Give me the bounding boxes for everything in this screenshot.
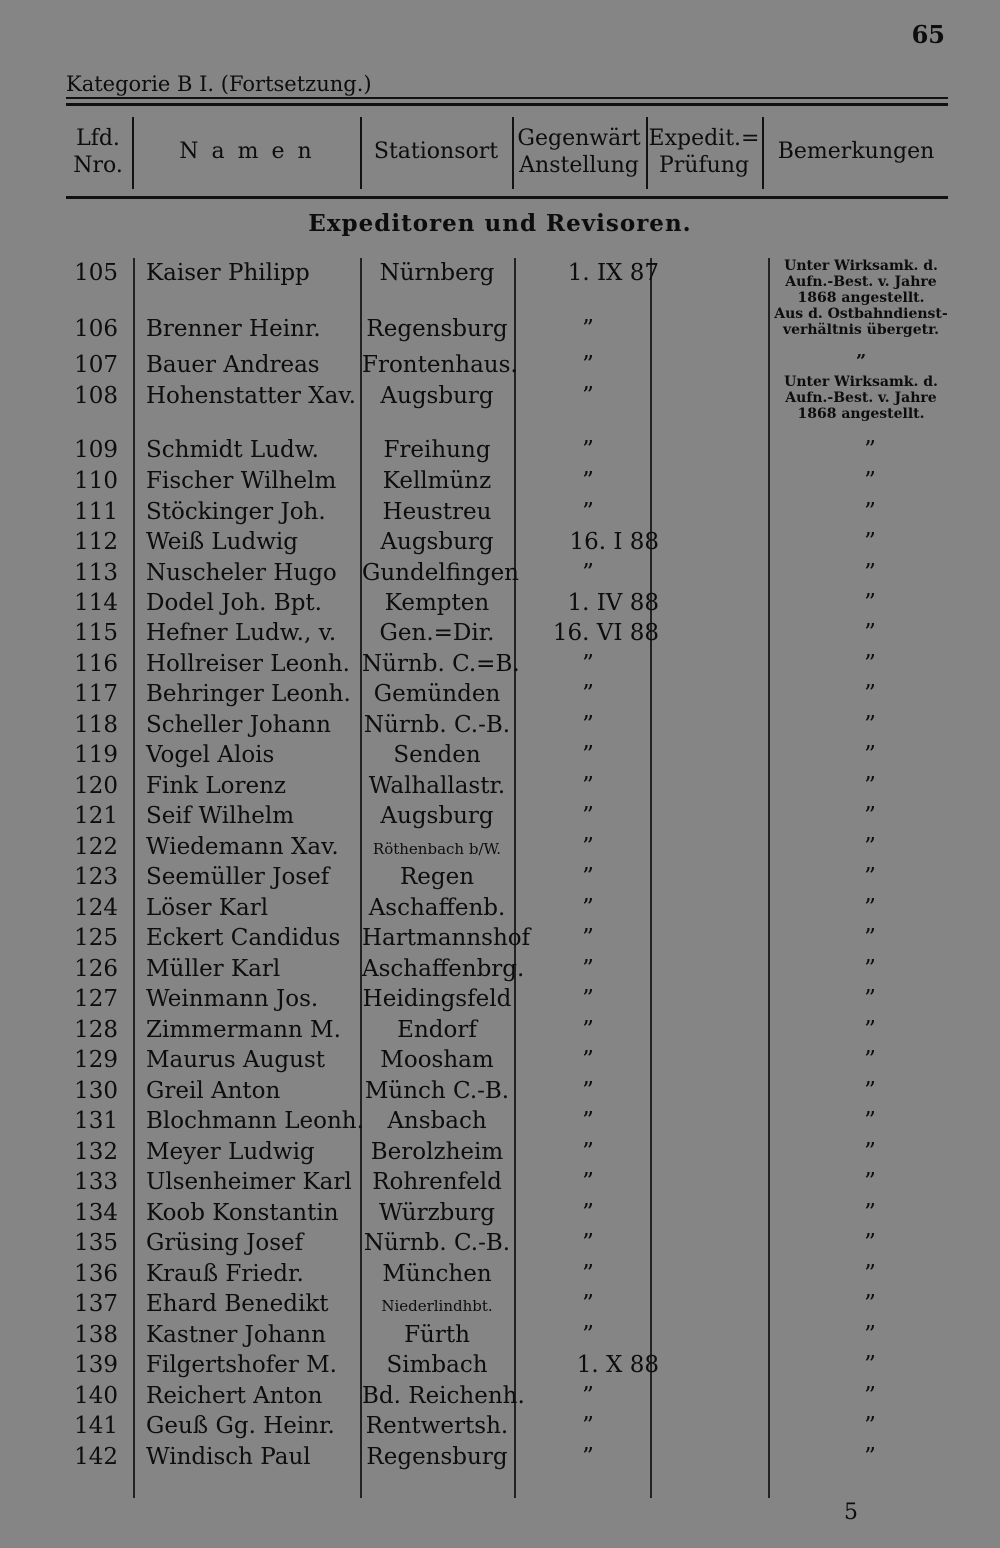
table-row — [0, 834, 1000, 865]
entry-name: Fink Lorenz — [146, 773, 287, 799]
entry-remark: ” — [864, 1169, 876, 1195]
table-row — [0, 316, 1000, 347]
entry-appointment: ” — [582, 712, 594, 738]
table-row — [0, 895, 1000, 926]
entry-number: 106 — [74, 316, 118, 342]
entry-appointment: ” — [582, 383, 594, 409]
entry-remark: ” — [864, 1017, 876, 1043]
entry-station: Fürth — [404, 1322, 470, 1348]
entry-station: München — [382, 1261, 492, 1287]
entry-name: Ehard Benedikt — [146, 1291, 329, 1317]
entry-remark: ” — [864, 1322, 876, 1348]
entry-number: 125 — [74, 925, 118, 951]
entry-number: 140 — [74, 1383, 118, 1409]
entry-number: 122 — [74, 834, 118, 860]
entry-name: Meyer Ludwig — [146, 1139, 315, 1165]
entry-remark: ” — [864, 1230, 876, 1256]
entry-number: 115 — [74, 620, 118, 646]
entry-remark: ” — [864, 651, 876, 677]
entry-remark: ” — [864, 956, 876, 982]
entry-number: 128 — [74, 1017, 118, 1043]
entry-name: Koob Konstantin — [146, 1200, 339, 1226]
table-row — [0, 1383, 1000, 1414]
table-row — [0, 986, 1000, 1017]
header-nr-line2: Nro. — [73, 153, 123, 178]
entry-remark: ” — [864, 773, 876, 799]
entry-name: Krauß Friedr. — [146, 1261, 304, 1287]
entry-number: 117 — [74, 681, 118, 707]
entry-appointment: ” — [582, 1291, 594, 1317]
entry-appointment: ” — [582, 681, 594, 707]
entry-appointment: ” — [582, 1169, 594, 1195]
category-heading: Kategorie B I. (Fortsetzung.) — [66, 72, 372, 96]
entry-name: Maurus August — [146, 1047, 326, 1073]
entry-name: Vogel Alois — [146, 742, 275, 768]
entry-station: Kellmünz — [382, 468, 492, 494]
entry-station: Rentwertsh. — [365, 1413, 509, 1439]
entry-remark: ” — [864, 560, 876, 586]
entry-remark: ” — [864, 834, 876, 860]
table-row — [0, 1078, 1000, 1109]
entry-appointment: ” — [582, 1383, 594, 1409]
entry-name: Hohenstatter Xav. — [146, 383, 356, 409]
table-row — [0, 1200, 1000, 1231]
table-row — [0, 925, 1000, 956]
entry-number: 141 — [74, 1413, 118, 1439]
top-rule — [66, 97, 948, 99]
entry-name: Weiß Ludwig — [146, 529, 298, 555]
entry-remark: ” — [864, 1444, 876, 1470]
entry-name: Kastner Johann — [146, 1322, 326, 1348]
entry-number: 132 — [74, 1139, 118, 1165]
header-nr-line1: Lfd. — [76, 125, 120, 151]
entry-appointment: ” — [582, 742, 594, 768]
table-row — [0, 1047, 1000, 1078]
page-number: 65 — [911, 20, 945, 49]
entry-number: 107 — [74, 352, 118, 378]
entry-station: Freihung — [383, 437, 491, 463]
entry-station: Gemünden — [373, 681, 501, 707]
entry-name: Blochmann Leonh. — [146, 1108, 364, 1134]
table-row — [0, 1230, 1000, 1261]
entry-appointment: ” — [582, 352, 594, 378]
entry-appointment: ” — [582, 864, 594, 890]
entry-station: Regensburg — [366, 1444, 508, 1470]
entry-remark: ” — [864, 742, 876, 768]
table-row — [0, 1017, 1000, 1048]
entry-number: 130 — [74, 1078, 118, 1104]
entry-station: Gundelfingen — [362, 560, 519, 586]
entry-station: Regen — [399, 864, 475, 890]
table-header — [66, 113, 948, 191]
entry-appointment: 1. IV 88 — [567, 590, 659, 616]
entry-number: 105 — [74, 260, 118, 286]
entry-number: 112 — [74, 529, 118, 555]
entry-station: Niederlindhbt. — [381, 1297, 493, 1315]
table-row — [0, 529, 1000, 560]
entry-remark: ” — [864, 1047, 876, 1073]
entry-name: Dodel Joh. Bpt. — [146, 590, 322, 616]
entry-station: Rohrenfeld — [372, 1169, 502, 1195]
entry-number: 114 — [74, 590, 118, 616]
entry-name: Reichert Anton — [146, 1383, 323, 1409]
entry-number: 113 — [74, 560, 118, 586]
entry-appointment: ” — [582, 773, 594, 799]
entry-appointment: ” — [582, 560, 594, 586]
table-row — [0, 742, 1000, 773]
table-row — [0, 383, 1000, 414]
entry-appointment: ” — [582, 499, 594, 525]
table-row — [0, 956, 1000, 987]
header-nr — [66, 113, 130, 191]
entry-remark: ” — [864, 1413, 876, 1439]
entry-remark: ” — [864, 895, 876, 921]
entry-station: Kempten — [384, 590, 490, 616]
entry-station: Münch C.-B. — [364, 1078, 510, 1104]
entry-remark: ” — [864, 925, 876, 951]
entry-number: 131 — [74, 1108, 118, 1134]
entry-appointment: 1. IX 87 — [567, 260, 659, 286]
entry-number: 138 — [74, 1322, 118, 1348]
header-remarks: Bemerkungen — [777, 139, 935, 165]
entry-number: 127 — [74, 986, 118, 1012]
entry-name: Geuß Gg. Heinr. — [146, 1413, 335, 1439]
entry-station: Aschaffenbrg. — [362, 956, 525, 982]
entry-appointment: ” — [582, 1230, 594, 1256]
entry-appointment: ” — [582, 925, 594, 951]
entry-name: Bauer Andreas — [146, 352, 320, 378]
entry-appointment: ” — [582, 1139, 594, 1165]
table-row — [0, 1444, 1000, 1475]
entry-station: Bd. Reichenh. — [362, 1383, 525, 1409]
entry-appointment: ” — [582, 1413, 594, 1439]
entry-station: Moosham — [380, 1047, 494, 1073]
entry-station: Augsburg — [380, 529, 494, 555]
entry-number: 118 — [74, 712, 118, 738]
table-row — [0, 1108, 1000, 1139]
entry-name: Schmidt Ludw. — [146, 437, 319, 463]
entry-number: 129 — [74, 1047, 118, 1073]
header-exam-line1: Expedit.= — [648, 125, 760, 151]
table-row — [0, 590, 1000, 621]
entry-appointment: ” — [582, 1444, 594, 1470]
table-row — [0, 773, 1000, 804]
entry-number: 108 — [74, 383, 118, 409]
header-appointment-line2: Anstellung — [519, 153, 639, 178]
entry-station: Regensburg — [366, 316, 508, 342]
entry-station: Würzburg — [379, 1200, 495, 1226]
entry-appointment: ” — [582, 834, 594, 860]
entry-number: 137 — [74, 1291, 118, 1317]
signature-number: 5 — [844, 1500, 858, 1525]
entry-remark: ” — [864, 620, 876, 646]
entry-number: 111 — [74, 499, 118, 525]
entry-name: Scheller Johann — [146, 712, 331, 738]
entry-station: Augsburg — [380, 383, 494, 409]
entry-appointment: ” — [582, 1047, 594, 1073]
entry-remark: ” — [864, 1383, 876, 1409]
header-exam-line2: Prüfung — [658, 153, 750, 178]
table-row — [0, 560, 1000, 591]
entry-number: 133 — [74, 1169, 118, 1195]
entry-name: Seif Wilhelm — [146, 803, 295, 829]
table-row — [0, 681, 1000, 712]
entry-station: Nürnb. C.=B. — [362, 651, 520, 677]
entry-name: Windisch Paul — [146, 1444, 311, 1470]
header-rule — [66, 196, 948, 199]
table-row — [0, 864, 1000, 895]
table-row — [0, 712, 1000, 743]
entry-name: Nuscheler Hugo — [146, 560, 337, 586]
entry-name: Wiedemann Xav. — [146, 834, 339, 860]
table-row — [0, 1169, 1000, 1200]
entry-number: 135 — [74, 1230, 118, 1256]
entry-appointment: ” — [582, 1261, 594, 1287]
entry-number: 110 — [74, 468, 118, 494]
entry-name: Greil Anton — [146, 1078, 281, 1104]
entry-station: Berolzheim — [370, 1139, 504, 1165]
entry-remark: ” — [864, 864, 876, 890]
table-row — [0, 1139, 1000, 1170]
section-title: Expeditoren und Revisoren. — [308, 210, 692, 237]
entry-appointment: ” — [582, 803, 594, 829]
entry-appointment: ” — [582, 1322, 594, 1348]
entry-remark: ” — [864, 681, 876, 707]
table-row — [0, 260, 1000, 291]
entry-remark: ” — [864, 499, 876, 525]
entry-name: Behringer Leonh. — [146, 681, 351, 707]
entry-number: 109 — [74, 437, 118, 463]
entry-number: 119 — [74, 742, 118, 768]
table-row — [0, 499, 1000, 530]
entry-station: Walhallastr. — [368, 773, 506, 799]
entry-name: Eckert Candidus — [146, 925, 341, 951]
entry-station: Nürnberg — [379, 260, 495, 286]
entry-remark: ” — [864, 468, 876, 494]
entry-number: 136 — [74, 1261, 118, 1287]
entry-name: Hefner Ludw., v. — [146, 620, 337, 646]
entry-name: Seemüller Josef — [146, 864, 330, 890]
entry-appointment: ” — [582, 1108, 594, 1134]
entry-station: Frontenhaus. — [362, 352, 518, 378]
entry-number: 126 — [74, 956, 118, 982]
entry-appointment: 16. I 88 — [569, 529, 659, 555]
table-row — [0, 803, 1000, 834]
entry-remark: ” — [864, 986, 876, 1012]
entry-appointment: ” — [582, 1200, 594, 1226]
entry-station: Endorf — [397, 1017, 477, 1043]
entry-appointment: ” — [582, 651, 594, 677]
table-row — [0, 437, 1000, 468]
entry-station: Gen.=Dir. — [379, 620, 495, 646]
entry-name: Löser Karl — [146, 895, 269, 921]
table-row — [0, 1322, 1000, 1353]
entry-remark: ” — [864, 1078, 876, 1104]
entry-appointment: ” — [582, 316, 594, 342]
entry-appointment: ” — [582, 437, 594, 463]
entry-station: Augsburg — [380, 803, 494, 829]
entry-remark: ” — [864, 529, 876, 555]
entry-remark: ” — [864, 712, 876, 738]
entry-name: Grüsing Josef — [146, 1230, 304, 1256]
remark-note: Aus d. Ostbahndienst-verhältnis übergetr. — [774, 306, 948, 338]
entry-station: Ansbach — [387, 1108, 487, 1134]
entry-station: Hartmannshof — [362, 925, 531, 951]
header-appointment — [514, 113, 644, 191]
entry-remark: ” — [864, 590, 876, 616]
entry-station: Röthenbach b/W. — [372, 840, 502, 858]
entry-number: 116 — [74, 651, 118, 677]
remark-ditto: ” — [855, 351, 867, 372]
entry-appointment: 1. X 88 — [576, 1352, 659, 1378]
remark-note: Unter Wirksamk. d. Aufn.-Best. v. Jahre 1868 angestellt. — [784, 374, 938, 422]
entry-name: Zimmermann M. — [146, 1017, 341, 1043]
table-row — [0, 1261, 1000, 1292]
entry-remark: ” — [864, 1291, 876, 1317]
table-row — [0, 352, 1000, 383]
remark-note: Unter Wirksamk. d. Aufn.-Best. v. Jahre 1868 angestellt. — [784, 258, 938, 306]
entry-remark: ” — [864, 1200, 876, 1226]
table-row — [0, 1413, 1000, 1444]
entry-station: Simbach — [386, 1352, 488, 1378]
entry-name: Stöckinger Joh. — [146, 499, 326, 525]
entry-name: Hollreiser Leonh. — [146, 651, 350, 677]
header-name: N a m e n — [179, 139, 315, 165]
entry-remark: ” — [864, 1261, 876, 1287]
entry-station: Nürnb. C.-B. — [363, 712, 511, 738]
entry-appointment: 16. VI 88 — [552, 620, 659, 646]
entry-name: Filgertshofer M. — [146, 1352, 337, 1378]
entry-appointment: ” — [582, 986, 594, 1012]
entry-name: Kaiser Philipp — [146, 260, 310, 286]
table-row — [0, 620, 1000, 651]
entry-appointment: ” — [582, 468, 594, 494]
entry-appointment: ” — [582, 1078, 594, 1104]
top-rule-thick — [66, 103, 948, 106]
entry-number: 134 — [74, 1200, 118, 1226]
table-row — [0, 1352, 1000, 1383]
entry-appointment: ” — [582, 1017, 594, 1043]
entry-remark: ” — [864, 1352, 876, 1378]
entry-remark: ” — [864, 437, 876, 463]
entry-remark: ” — [864, 1139, 876, 1165]
entry-station: Aschaffenb. — [368, 895, 506, 921]
entry-remark: ” — [864, 803, 876, 829]
entry-name: Weinmann Jos. — [146, 986, 319, 1012]
entry-name: Brenner Heinr. — [146, 316, 321, 342]
entry-station: Nürnb. C.-B. — [363, 1230, 511, 1256]
entry-station: Heidingsfeld — [362, 986, 512, 1012]
entry-name: Fischer Wilhelm — [146, 468, 337, 494]
header-station: Stationsort — [373, 139, 499, 165]
entry-number: 123 — [74, 864, 118, 890]
entry-appointment: ” — [582, 956, 594, 982]
table-row — [0, 1291, 1000, 1322]
entry-number: 124 — [74, 895, 118, 921]
table-row — [0, 651, 1000, 682]
entry-appointment: ” — [582, 895, 594, 921]
entry-station: Senden — [393, 742, 481, 768]
table-row — [0, 468, 1000, 499]
header-appointment-line1: Gegenwärt — [517, 125, 641, 151]
entry-name: Müller Karl — [146, 956, 281, 982]
entry-number: 121 — [74, 803, 118, 829]
entry-remark: ” — [864, 1108, 876, 1134]
entry-number: 139 — [74, 1352, 118, 1378]
header-exam — [648, 113, 760, 191]
entry-number: 142 — [74, 1444, 118, 1470]
entry-name: Ulsenheimer Karl — [146, 1169, 352, 1195]
entry-station: Heustreu — [382, 499, 492, 525]
entry-number: 120 — [74, 773, 118, 799]
